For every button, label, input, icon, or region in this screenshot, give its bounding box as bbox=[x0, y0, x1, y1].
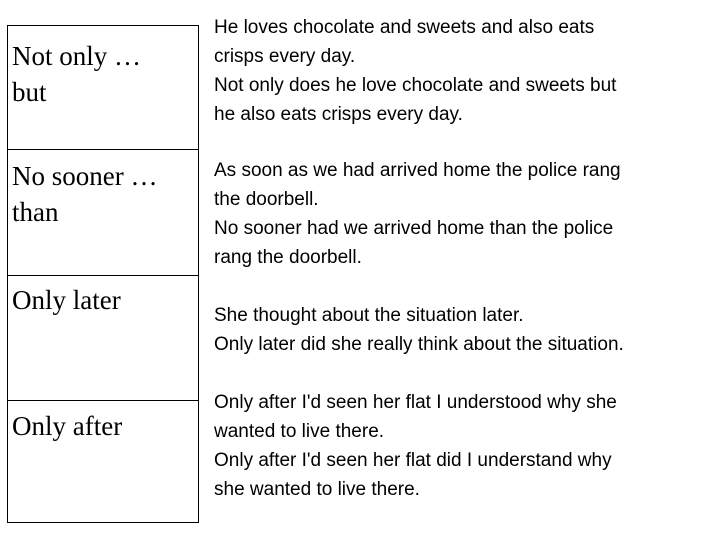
example-line: she wanted to live there. bbox=[214, 479, 420, 500]
example-line: Only after I'd seen her flat did I understand why bbox=[214, 450, 612, 471]
example-line: He loves chocolate and sweets and also eats bbox=[214, 17, 595, 38]
term-line: Only after bbox=[12, 411, 123, 441]
terms-column bbox=[7, 25, 199, 523]
example-only-after bbox=[214, 388, 714, 504]
example-not-only-but bbox=[214, 13, 714, 129]
example-line: Only later did she really think about the situation. bbox=[214, 334, 624, 355]
example-only-later bbox=[214, 301, 714, 359]
row-divider bbox=[8, 149, 198, 150]
term-line: No sooner … bbox=[12, 161, 158, 191]
term-line: than bbox=[12, 197, 59, 227]
row-divider bbox=[8, 400, 198, 401]
example-line: rang the doorbell. bbox=[214, 247, 362, 268]
example-line: Only after I'd seen her flat I understood why she bbox=[214, 392, 617, 413]
term-only-later bbox=[8, 282, 198, 318]
term-line: Only later bbox=[12, 285, 121, 315]
example-line: No sooner had we arrived home than the police bbox=[214, 218, 614, 239]
term-line: but bbox=[12, 77, 47, 107]
example-line: Not only does he love chocolate and sweets but bbox=[214, 75, 617, 96]
example-line: he also eats crisps every day. bbox=[214, 104, 463, 125]
term-only-after bbox=[8, 408, 198, 444]
example-line: wanted to live there. bbox=[214, 421, 385, 442]
term-no-sooner-than bbox=[8, 158, 198, 230]
term-not-only-but bbox=[8, 38, 198, 110]
example-line: She thought about the situation later. bbox=[214, 305, 524, 326]
example-line: the doorbell. bbox=[214, 189, 319, 210]
example-line: As soon as we had arrived home the police rang bbox=[214, 160, 621, 181]
example-no-sooner-than bbox=[214, 156, 714, 272]
term-line: Not only … bbox=[12, 41, 142, 71]
row-divider bbox=[8, 275, 198, 276]
example-line: crisps every day. bbox=[214, 46, 356, 67]
